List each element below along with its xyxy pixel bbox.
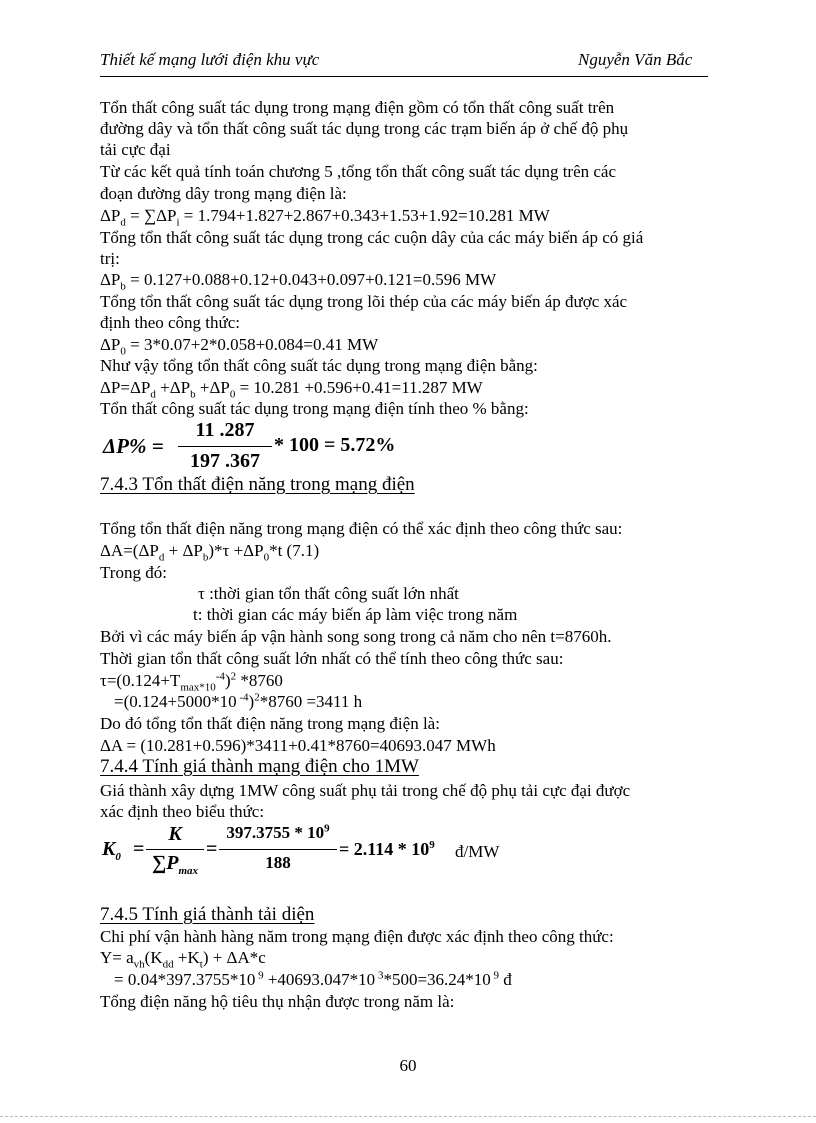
page-edge-divider xyxy=(0,1116,816,1117)
equals-sign: = xyxy=(206,838,218,860)
fraction-numerator: $397.3755 * 10^9$ xyxy=(226,822,330,842)
section-heading-7-4-5: 7.4.5 Tính giá thành tải diện xyxy=(100,904,315,925)
equation-delta-p-total: $\Delta P=\Delta P_d +\Delta P_b +\Delta P_0 = 10.281 +0.596+0.41=11.287$ MW xyxy=(100,378,483,401)
paragraph-line: Trong đó: xyxy=(100,563,167,582)
page-number: 60 xyxy=(399,1056,417,1075)
fraction-numerator: 11 .287 xyxy=(195,419,255,441)
header-author: Nguyễn Văn Bắc xyxy=(578,50,693,69)
formula-rhs: * 100 = 5.72% xyxy=(274,434,396,456)
paragraph-line: Từ các kết quả tính toán chương 5 ,tổng tổn thất công suất tác dụng trên các xyxy=(100,162,617,181)
fraction-numerator: K xyxy=(168,823,182,845)
fraction-bar xyxy=(146,849,204,850)
equation-delta-pb: $\Delta P_b = 0.127+0.088+0.12+0.043+0.097+0.121=0.596$ MW xyxy=(100,270,497,293)
paragraph-line: đoạn đường dây trong mạng điện là: xyxy=(100,184,347,203)
equation-delta-a-value: ΔA = (10.281+0.596)*3411+0.41*8760=40693.047 MWh xyxy=(100,736,496,755)
equation-tau-1: $\tau=(0.124+T_{max*10}^{-4})^2$ *8760 xyxy=(100,670,283,694)
paragraph-line: trị: xyxy=(100,249,120,268)
paragraph-line: Tổng tổn thất điện năng trong mạng điện có thể xác định theo công thức sau: xyxy=(100,519,623,538)
header-divider xyxy=(100,76,708,77)
equation-delta-p0: $\Delta P_0 = 3*0.07+2*0.058+0.084=0.41$ MW xyxy=(100,335,379,358)
equals-sign: = xyxy=(133,838,145,860)
fraction-denominator: 197 .367 xyxy=(190,450,260,472)
fraction-denominator: $\sum P_{max}$ xyxy=(151,852,199,877)
paragraph-line: Chi phí vận hành hàng năm trong mạng điện được xác định theo công thức: xyxy=(100,927,614,946)
section-heading-7-4-3: 7.4.3 Tổn thất điện năng trong mạng điện xyxy=(100,474,415,495)
definition-t: t: thời gian các máy biến áp làm việc trong năm xyxy=(193,605,518,624)
fraction-bar xyxy=(178,446,272,447)
paragraph-line: định theo công thức: xyxy=(100,313,240,332)
equation-delta-a: $\Delta A=(\Delta P_d + \Delta P_b)*\tau +\Delta P_0*t$ (7.1) xyxy=(100,541,320,564)
paragraph-line: Tổn thất công suất tác dụng trong mạng điện gồm có tổn thất công suất trên xyxy=(100,98,615,117)
fraction-bar xyxy=(219,849,337,850)
definition-tau: τ :thời gian tổn thất công suất lớn nhất xyxy=(198,584,459,603)
formula-lhs: $K_0$ xyxy=(102,838,121,863)
formula-lhs: ΔP% = xyxy=(103,434,164,458)
paragraph-line: Tổng tổn thất công suất tác dụng trong lõi thép của các máy biến áp được xác xyxy=(100,292,628,311)
paragraph-line: tải cực đại xyxy=(100,140,171,159)
equation-tau-2: =(0.124+5000*10 $^{-4}$)$^2$*8760 =3411 h xyxy=(114,691,363,711)
equation-y-2: = 0.04*397.3755*10 $^9$ +40693.047*10 $^3$*500=36.24*10 $^9$ đ xyxy=(114,969,512,989)
paragraph-line: đường dây và tổn thất công suất tác dụng trong các trạm biến áp ở chế độ phụ xyxy=(100,119,629,138)
paragraph-line: Do đó tổng tổn thất điện năng trong mạng điện là: xyxy=(100,714,440,733)
paragraph-line: Tổng điện năng hộ tiêu thụ nhận được trong năm là: xyxy=(100,992,455,1011)
paragraph-line: Bởi vì các máy biến áp vận hành song song trong cả năm cho nên t=8760h. xyxy=(100,627,612,646)
section-heading-7-4-4: 7.4.4 Tính giá thành mạng điện cho 1MW xyxy=(100,756,419,777)
paragraph-line: Như vậy tổng tổn thất công suất tác dụng trong mạng điện bằng: xyxy=(100,356,538,375)
equation-y-1: $Y= a_{vh}(K_{dd} +K_t) + \Delta A*c$ xyxy=(100,948,266,971)
formula-rhs: = $2.114 * 10^9$ xyxy=(339,839,435,859)
paragraph-line: Tổn thất công suất tác dụng trong mạng điện tính theo % bằng: xyxy=(100,399,529,418)
equation-delta-pd: $\Delta P_d = \sum\Delta P_i = 1.794+1.827+2.867+0.343+1.53+1.92=10.281$ MW xyxy=(100,206,550,229)
paragraph-line: Giá thành xây dựng 1MW công suất phụ tải trong chế độ phụ tải cực đại được xyxy=(100,781,631,800)
paragraph-line: xác định theo biểu thức: xyxy=(100,802,265,821)
header-title: Thiết kế mạng lưới điện khu vực xyxy=(100,50,320,69)
paragraph-line: Thời gian tổn thất công suất lớn nhất có thể tính theo công thức sau: xyxy=(100,649,564,668)
fraction-denominator: 188 xyxy=(265,853,291,872)
formula-unit: đ/MW xyxy=(455,842,500,861)
paragraph-line: Tổng tổn thất công suất tác dụng trong các cuộn dây của các máy biến áp có giá xyxy=(100,228,644,247)
